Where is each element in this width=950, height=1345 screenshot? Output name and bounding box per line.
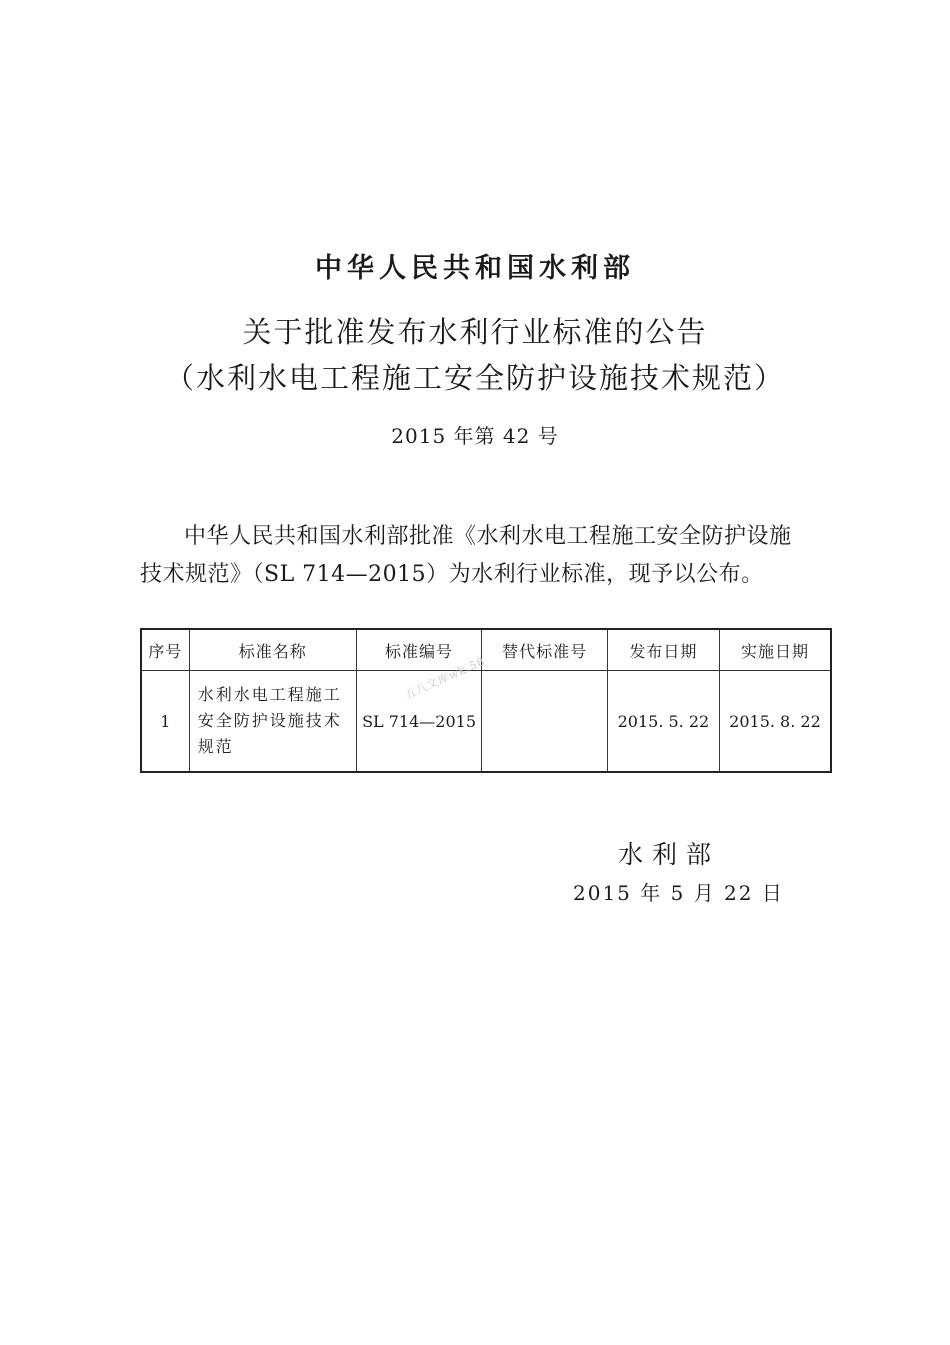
header-index: 序号 [141,629,189,671]
watermark: 五八文库wk.58 [402,654,488,702]
cell-replaces [482,671,608,773]
header-name: 标准名称 [189,629,356,671]
cell-published: 2015. 5. 22 [607,671,719,773]
signature-date: 2015 年 5 月 22 日 [573,881,784,905]
cell-code: SL 714—2015 [356,671,482,773]
document-number: 2015 年第 42 号 [391,424,559,448]
cell-index: 1 [141,671,189,773]
announcement-subtitle: （水利水电工程施工安全防护设施技术规范） [164,361,785,395]
header-replaces: 替代标准号 [482,629,608,671]
header-code: 标准编号 [356,629,482,671]
announcement-title: 关于批准发布水利行业标准的公告 [242,315,708,349]
issuer-heading: 中华人民共和国水利部 [315,253,635,284]
header-published: 发布日期 [607,629,719,671]
cell-name: 水利水电工程施工安全防护设施技术规范 [189,671,356,773]
standards-table [140,628,832,773]
announcement-body: 中华人民共和国水利部批准《水利水电工程施工安全防护设施技术规范》（SL 714—2015）为水利行业标准，现予以公布。 [140,524,792,587]
cell-effective: 2015. 8. 22 [719,671,831,773]
signature-organization: 水利部 [618,840,721,869]
header-effective: 实施日期 [719,629,831,671]
table-row [141,671,831,773]
